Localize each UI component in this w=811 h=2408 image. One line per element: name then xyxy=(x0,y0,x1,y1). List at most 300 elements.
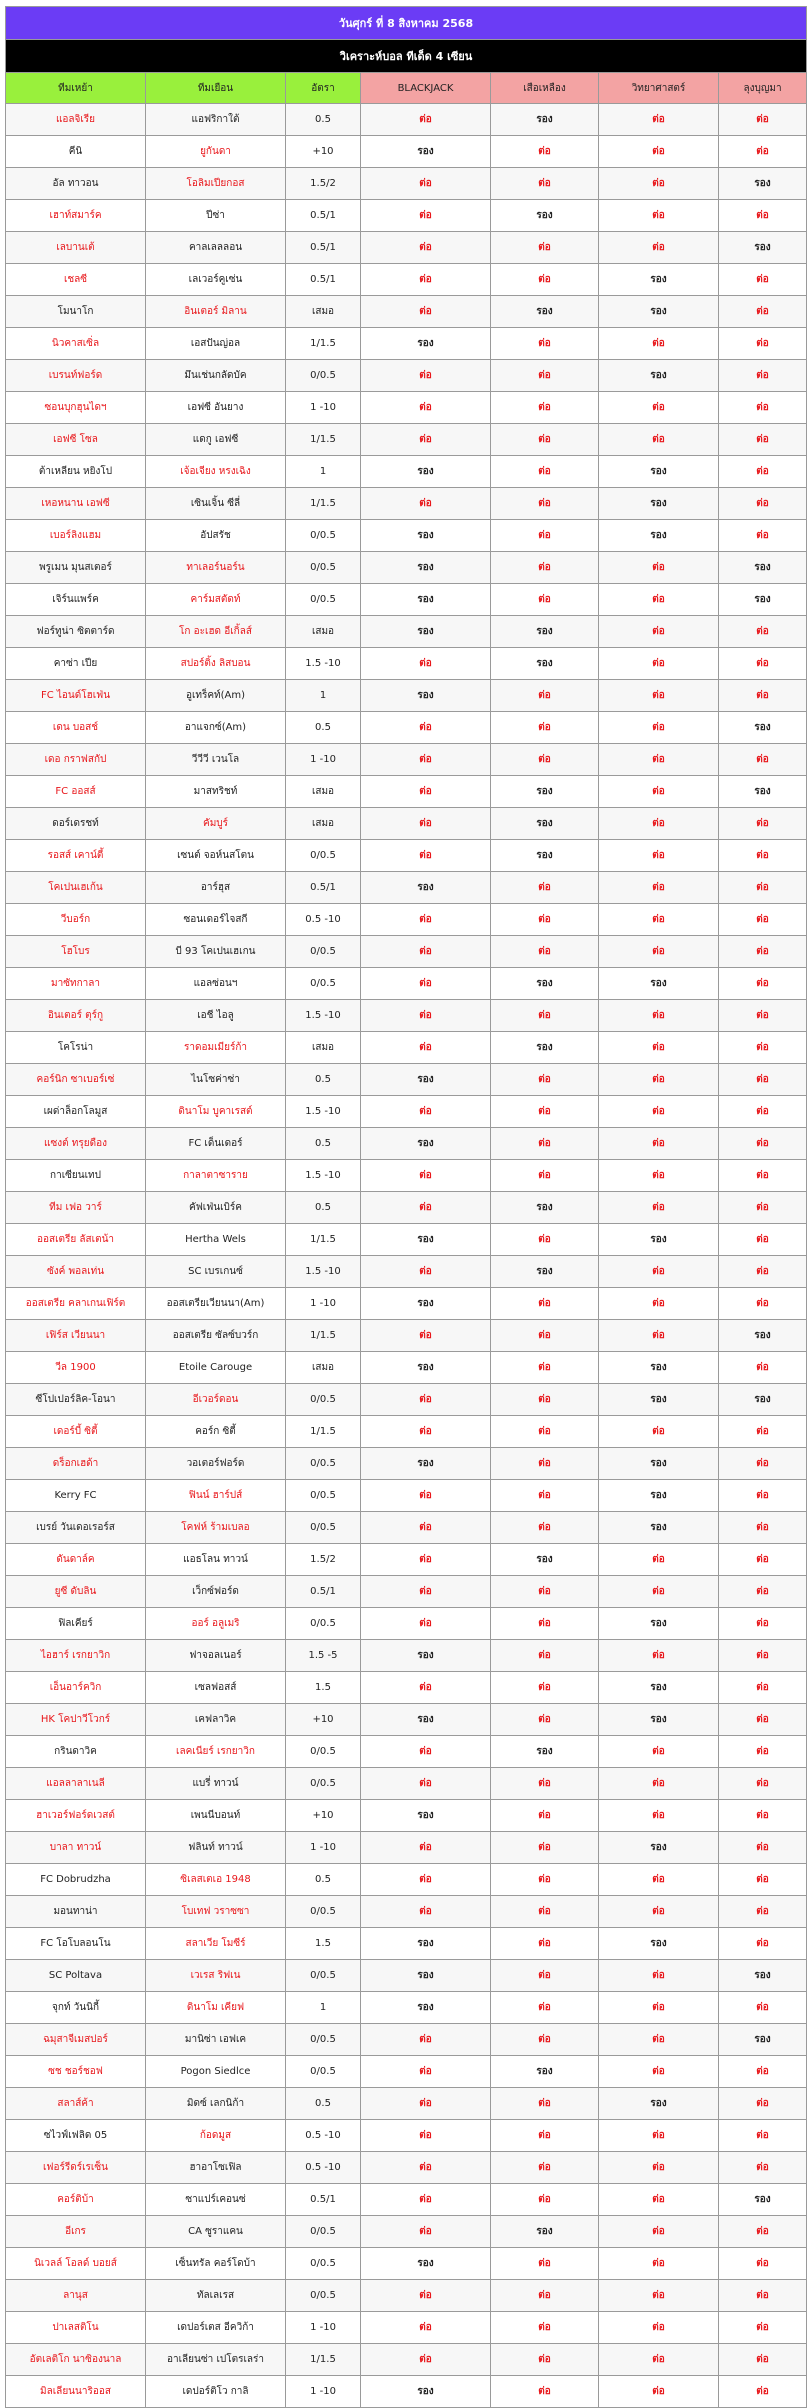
table-row xyxy=(6,1640,807,1672)
odds: 0/0.5 xyxy=(286,584,361,616)
pick-lung-boonma: ต่อ xyxy=(719,1672,807,1704)
odds: 1/1.5 xyxy=(286,328,361,360)
pick-blackjack: ต่อ xyxy=(361,2024,491,2056)
home-team: บาลา ทาวน์ xyxy=(6,1832,146,1864)
pick-witthayasat: ต่อ xyxy=(599,2280,719,2312)
away-team: แบรี่ ทาวน์ xyxy=(146,1768,286,1800)
home-team: แอลลาลาเนลี xyxy=(6,1768,146,1800)
pick-suea-lueang: ต่อ xyxy=(491,232,599,264)
odds: 0/0.5 xyxy=(286,2024,361,2056)
odds: 0/0.5 xyxy=(286,520,361,552)
odds: 0/0.5 xyxy=(286,2056,361,2088)
odds: 0.5/1 xyxy=(286,1576,361,1608)
pick-lung-boonma: รอง xyxy=(719,1320,807,1352)
table-row xyxy=(6,328,807,360)
home-team: นิวคาสเซิ่ล xyxy=(6,328,146,360)
table-row xyxy=(6,232,807,264)
pick-suea-lueang: ต่อ xyxy=(491,1704,599,1736)
odds: +10 xyxy=(286,136,361,168)
away-team: CA ซูราแคน xyxy=(146,2216,286,2248)
pick-blackjack: ต่อ xyxy=(361,1864,491,1896)
pick-lung-boonma: ต่อ xyxy=(719,936,807,968)
pick-witthayasat: ต่อ xyxy=(599,1544,719,1576)
home-team: เฟอร์รีดร์เรเซ็น xyxy=(6,2152,146,2184)
odds: 1.5 -5 xyxy=(286,1640,361,1672)
pick-lung-boonma: ต่อ xyxy=(719,2152,807,2184)
table-row xyxy=(6,1960,807,1992)
pick-witthayasat: ต่อ xyxy=(599,2248,719,2280)
pick-witthayasat: ต่อ xyxy=(599,2120,719,2152)
home-team: ฉมุสาจีเมสปอร์ xyxy=(6,2024,146,2056)
home-team: ลานุส xyxy=(6,2280,146,2312)
pick-witthayasat: ต่อ xyxy=(599,1064,719,1096)
home-team: เหอหนาน เอฟซี xyxy=(6,488,146,520)
pick-witthayasat: ต่อ xyxy=(599,552,719,584)
pick-blackjack: ต่อ xyxy=(361,936,491,968)
pick-lung-boonma: ต่อ xyxy=(719,1160,807,1192)
away-team: ฟาจอลเนอร์ xyxy=(146,1640,286,1672)
pick-suea-lueang: ต่อ xyxy=(491,168,599,200)
pick-witthayasat: ต่อ xyxy=(599,616,719,648)
home-team: ปาเลสติโน xyxy=(6,2312,146,2344)
pick-lung-boonma: ต่อ xyxy=(719,200,807,232)
pick-lung-boonma: รอง xyxy=(719,1384,807,1416)
pick-blackjack: ต่อ xyxy=(361,2312,491,2344)
home-team: มาซัทกาลา xyxy=(6,968,146,1000)
home-team: วีบอร์ก xyxy=(6,904,146,936)
odds: 0/0.5 xyxy=(286,936,361,968)
pick-suea-lueang: รอง xyxy=(491,1736,599,1768)
pick-lung-boonma: รอง xyxy=(719,776,807,808)
pick-suea-lueang: รอง xyxy=(491,648,599,680)
away-team: Hertha Wels xyxy=(146,1224,286,1256)
pick-lung-boonma: ต่อ xyxy=(719,1448,807,1480)
table-row xyxy=(6,1896,807,1928)
away-team: สลาเวีย โมซีร์ xyxy=(146,1928,286,1960)
pick-suea-lueang: ต่อ xyxy=(491,1992,599,2024)
pick-lung-boonma: ต่อ xyxy=(719,1000,807,1032)
pick-suea-lueang: ต่อ xyxy=(491,1512,599,1544)
pick-suea-lueang: ต่อ xyxy=(491,552,599,584)
table-row xyxy=(6,1576,807,1608)
home-team: ซอนบุกฮุนไดฯ xyxy=(6,392,146,424)
pick-suea-lueang: ต่อ xyxy=(491,936,599,968)
table-row xyxy=(6,744,807,776)
odds: 1/1.5 xyxy=(286,2344,361,2376)
home-team: FC ออสส์ xyxy=(6,776,146,808)
table-row xyxy=(6,936,807,968)
home-team: ดอร์เดรชท์ xyxy=(6,808,146,840)
home-team: ออสเตรีย คลาเกนเฟิร์ต xyxy=(6,1288,146,1320)
table-row xyxy=(6,2056,807,2088)
pick-lung-boonma: ต่อ xyxy=(719,104,807,136)
odds: 0/0.5 xyxy=(286,1512,361,1544)
home-team: เบอร์ลิงแฮม xyxy=(6,520,146,552)
pick-blackjack: รอง xyxy=(361,2248,491,2280)
table-row xyxy=(6,488,807,520)
pick-witthayasat: รอง xyxy=(599,1352,719,1384)
pick-witthayasat: ต่อ xyxy=(599,936,719,968)
pick-witthayasat: รอง xyxy=(599,1832,719,1864)
home-team: ซีโปเปอร์ลิค-โอนา xyxy=(6,1384,146,1416)
table-row xyxy=(6,2312,807,2344)
away-team: ไนโซค่าซ่า xyxy=(146,1064,286,1096)
pick-suea-lueang: ต่อ xyxy=(491,1064,599,1096)
pick-lung-boonma: รอง xyxy=(719,232,807,264)
pick-witthayasat: ต่อ xyxy=(599,1864,719,1896)
pick-blackjack: รอง xyxy=(361,616,491,648)
pick-lung-boonma: ต่อ xyxy=(719,2280,807,2312)
pick-lung-boonma: ต่อ xyxy=(719,1416,807,1448)
pick-witthayasat: ต่อ xyxy=(599,1288,719,1320)
odds: 1.5 xyxy=(286,1672,361,1704)
odds: 1 xyxy=(286,1992,361,2024)
table-row xyxy=(6,1128,807,1160)
pick-blackjack: รอง xyxy=(361,1960,491,1992)
pick-witthayasat: รอง xyxy=(599,520,719,552)
pick-blackjack: รอง xyxy=(361,552,491,584)
home-team: แซงต์ ทรุยดือง xyxy=(6,1128,146,1160)
home-team: คาซ่า เปีย xyxy=(6,648,146,680)
tips-table-wrapper xyxy=(5,6,806,2408)
away-team: เลคเนียร์ เรกยาวิก xyxy=(146,1736,286,1768)
pick-witthayasat: ต่อ xyxy=(599,2056,719,2088)
table-row xyxy=(6,712,807,744)
odds: 0/0.5 xyxy=(286,2216,361,2248)
pick-witthayasat: ต่อ xyxy=(599,1160,719,1192)
pick-suea-lueang: รอง xyxy=(491,296,599,328)
away-team: เซินเจิ้น ซีลี่ xyxy=(146,488,286,520)
pick-witthayasat: ต่อ xyxy=(599,1768,719,1800)
away-team: อีเวอร์ดอน xyxy=(146,1384,286,1416)
table-row xyxy=(6,104,807,136)
pick-suea-lueang: ต่อ xyxy=(491,2024,599,2056)
pick-suea-lueang: รอง xyxy=(491,840,599,872)
away-team: ออร์ อลูเมริ xyxy=(146,1608,286,1640)
home-team: เอ็นอาร์ควิก xyxy=(6,1672,146,1704)
pick-lung-boonma: รอง xyxy=(719,584,807,616)
pick-blackjack: รอง xyxy=(361,1704,491,1736)
odds: 0/0.5 xyxy=(286,1608,361,1640)
pick-blackjack: ต่อ xyxy=(361,360,491,392)
pick-blackjack: ต่อ xyxy=(361,1672,491,1704)
odds: 0.5 xyxy=(286,712,361,744)
away-team: โอลิมเปียกอส xyxy=(146,168,286,200)
pick-suea-lueang: ต่อ xyxy=(491,1384,599,1416)
pick-blackjack: ต่อ xyxy=(361,1000,491,1032)
away-team: เซ็นทรัล คอร์โดบ้า xyxy=(146,2248,286,2280)
pick-witthayasat: ต่อ xyxy=(599,1896,719,1928)
home-team: ฮาเวอร์ฟอร์ดเวสต์ xyxy=(6,1800,146,1832)
pick-blackjack: ต่อ xyxy=(361,1576,491,1608)
odds: เสมอ xyxy=(286,616,361,648)
home-team: FC โอโบลอนโน xyxy=(6,1928,146,1960)
pick-suea-lueang: รอง xyxy=(491,200,599,232)
away-team: ซิเลสเตเอ 1948 xyxy=(146,1864,286,1896)
pick-lung-boonma: ต่อ xyxy=(719,1064,807,1096)
pick-blackjack: ต่อ xyxy=(361,840,491,872)
pick-lung-boonma: ต่อ xyxy=(719,1704,807,1736)
pick-lung-boonma: ต่อ xyxy=(719,136,807,168)
pick-blackjack: ต่อ xyxy=(361,264,491,296)
odds: 1.5 -10 xyxy=(286,1256,361,1288)
table-row xyxy=(6,968,807,1000)
pick-suea-lueang: ต่อ xyxy=(491,1896,599,1928)
pick-blackjack: ต่อ xyxy=(361,744,491,776)
pick-lung-boonma: ต่อ xyxy=(719,264,807,296)
away-team: อินเตอร์ มิลาน xyxy=(146,296,286,328)
pick-blackjack: รอง xyxy=(361,520,491,552)
home-team: เฮาท์สมาร์ค xyxy=(6,200,146,232)
home-team: โคเปนเฮเก้น xyxy=(6,872,146,904)
pick-blackjack: ต่อ xyxy=(361,1736,491,1768)
table-row xyxy=(6,2152,807,2184)
odds: 0/0.5 xyxy=(286,552,361,584)
table-row xyxy=(6,1032,807,1064)
pick-blackjack: ต่อ xyxy=(361,1768,491,1800)
pick-lung-boonma: ต่อ xyxy=(719,1224,807,1256)
pick-blackjack: ต่อ xyxy=(361,1096,491,1128)
odds: 1 -10 xyxy=(286,2312,361,2344)
pick-witthayasat: ต่อ xyxy=(599,776,719,808)
pick-witthayasat: รอง xyxy=(599,1928,719,1960)
table-row xyxy=(6,2344,807,2376)
odds: 0.5/1 xyxy=(286,232,361,264)
away-team: แอลซ่อนฯ xyxy=(146,968,286,1000)
pick-suea-lueang: ต่อ xyxy=(491,328,599,360)
home-team: เอฟซี โซล xyxy=(6,424,146,456)
pick-lung-boonma: ต่อ xyxy=(719,1128,807,1160)
pick-witthayasat: ต่อ xyxy=(599,840,719,872)
table-row xyxy=(6,1544,807,1576)
away-team: เดปอร์ติโว กาลิ xyxy=(146,2376,286,2408)
pick-witthayasat: รอง xyxy=(599,1224,719,1256)
pick-witthayasat: ต่อ xyxy=(599,1800,719,1832)
pick-witthayasat: รอง xyxy=(599,1704,719,1736)
away-team: เว็กซ์ฟอร์ด xyxy=(146,1576,286,1608)
away-team: ฮาอาโซเฟิล xyxy=(146,2152,286,2184)
table-row xyxy=(6,1096,807,1128)
table-row xyxy=(6,136,807,168)
pick-suea-lueang: ต่อ xyxy=(491,392,599,424)
home-team: ดันดาล์ค xyxy=(6,1544,146,1576)
pick-suea-lueang: ต่อ xyxy=(491,264,599,296)
odds: +10 xyxy=(286,1800,361,1832)
pick-witthayasat: ต่อ xyxy=(599,744,719,776)
away-team: เอชี ไอลู xyxy=(146,1000,286,1032)
away-team: กาลาตาซาราย xyxy=(146,1160,286,1192)
odds: 0/0.5 xyxy=(286,1736,361,1768)
pick-blackjack: ต่อ xyxy=(361,2344,491,2376)
away-team: เจ้อเจียง หรงเฉิง xyxy=(146,456,286,488)
pick-blackjack: รอง xyxy=(361,1640,491,1672)
table-row xyxy=(6,1800,807,1832)
home-team: เจิร์นแพร์ค xyxy=(6,584,146,616)
table-row xyxy=(6,872,807,904)
odds: 0/0.5 xyxy=(286,360,361,392)
odds: 1 -10 xyxy=(286,1288,361,1320)
pick-lung-boonma: ต่อ xyxy=(719,968,807,1000)
away-team: ซอนเดอร์ไจสกี xyxy=(146,904,286,936)
pick-witthayasat: ต่อ xyxy=(599,1576,719,1608)
pick-lung-boonma: ต่อ xyxy=(719,1512,807,1544)
date-banner: วันศุกร์ ที่ 8 สิงหาคม 2568 xyxy=(6,7,807,40)
pick-blackjack: รอง xyxy=(361,1992,491,2024)
odds: 1.5 -10 xyxy=(286,1160,361,1192)
home-team: Kerry FC xyxy=(6,1480,146,1512)
home-team: ต้าเหลียน หยิงโป xyxy=(6,456,146,488)
table-row xyxy=(6,1864,807,1896)
away-team: เดปอร์เตส อีควิก้า xyxy=(146,2312,286,2344)
pick-suea-lueang: ต่อ xyxy=(491,2344,599,2376)
table-row xyxy=(6,2184,807,2216)
table-row xyxy=(6,1704,807,1736)
pick-blackjack: ต่อ xyxy=(361,168,491,200)
pick-lung-boonma: ต่อ xyxy=(719,1736,807,1768)
home-team: ออสเตรีย ลัสเตน้า xyxy=(6,1224,146,1256)
pick-lung-boonma: ต่อ xyxy=(719,1896,807,1928)
pick-suea-lueang: ต่อ xyxy=(491,1960,599,1992)
pick-witthayasat: ต่อ xyxy=(599,1320,719,1352)
pick-witthayasat: ต่อ xyxy=(599,1992,719,2024)
pick-blackjack: รอง xyxy=(361,1928,491,1960)
pick-suea-lueang: ต่อ xyxy=(491,1288,599,1320)
table-row xyxy=(6,1192,807,1224)
pick-blackjack: ต่อ xyxy=(361,1512,491,1544)
away-team: เลเวอร์คูเซ่น xyxy=(146,264,286,296)
pick-lung-boonma: ต่อ xyxy=(719,648,807,680)
away-team: ปีซ่า xyxy=(146,200,286,232)
odds: 0/0.5 xyxy=(286,840,361,872)
table-row xyxy=(6,296,807,328)
pick-lung-boonma: รอง xyxy=(719,552,807,584)
away-team: Etoile Carouge xyxy=(146,1352,286,1384)
pick-blackjack: ต่อ xyxy=(361,2280,491,2312)
pick-lung-boonma: ต่อ xyxy=(719,1992,807,2024)
away-team: ดินาโม เคียฟ xyxy=(146,1992,286,2024)
match-rows xyxy=(6,104,807,2408)
home-team: กาเซียนเทป xyxy=(6,1160,146,1192)
pick-suea-lueang: ต่อ xyxy=(491,1864,599,1896)
odds: 0.5 xyxy=(286,1128,361,1160)
table-row xyxy=(6,1480,807,1512)
pick-lung-boonma: ต่อ xyxy=(719,456,807,488)
pick-suea-lueang: รอง xyxy=(491,968,599,1000)
pick-blackjack: ต่อ xyxy=(361,200,491,232)
home-team: ฟอร์ทูน่า ซิตตาร์ด xyxy=(6,616,146,648)
table-row xyxy=(6,840,807,872)
table-row xyxy=(6,1064,807,1096)
pick-lung-boonma: ต่อ xyxy=(719,1928,807,1960)
pick-lung-boonma: ต่อ xyxy=(719,904,807,936)
home-team: วีล 1900 xyxy=(6,1352,146,1384)
pick-witthayasat: รอง xyxy=(599,1448,719,1480)
pick-blackjack: ต่อ xyxy=(361,648,491,680)
away-team: เอสปันญ่อล xyxy=(146,328,286,360)
home-team: เผด่าล็อกโลมูส xyxy=(6,1096,146,1128)
pick-suea-lueang: ต่อ xyxy=(491,872,599,904)
pick-blackjack: ต่อ xyxy=(361,1896,491,1928)
away-team: ฟลินท์ ทาวน์ xyxy=(146,1832,286,1864)
away-team: ดินาโม บูคาเรสต์ xyxy=(146,1096,286,1128)
pick-lung-boonma: ต่อ xyxy=(719,2248,807,2280)
odds: 1.5 -10 xyxy=(286,648,361,680)
table-row xyxy=(6,2248,807,2280)
table-row xyxy=(6,616,807,648)
home-team: โฮโบร xyxy=(6,936,146,968)
table-row xyxy=(6,2120,807,2152)
pick-witthayasat: ต่อ xyxy=(599,2184,719,2216)
table-row xyxy=(6,904,807,936)
home-team: FC Dobrudzha xyxy=(6,1864,146,1896)
pick-witthayasat: รอง xyxy=(599,1384,719,1416)
home-team: รอสส์ เคาน์ตี้ xyxy=(6,840,146,872)
away-team: เซลฟอสส์ xyxy=(146,1672,286,1704)
away-team: ยูกันดา xyxy=(146,136,286,168)
tips-table xyxy=(5,6,807,2408)
table-row xyxy=(6,1256,807,1288)
home-team: จุกท์ วันนิกี้ xyxy=(6,1992,146,2024)
header-home: ทีมเหย้า xyxy=(6,73,146,104)
home-team: ยูซี ดับลิน xyxy=(6,1576,146,1608)
pick-lung-boonma: ต่อ xyxy=(719,680,807,712)
pick-witthayasat: ต่อ xyxy=(599,1192,719,1224)
odds: 1/1.5 xyxy=(286,1320,361,1352)
odds: 1/1.5 xyxy=(286,1416,361,1448)
away-team: ราดอมเมียร์ก้า xyxy=(146,1032,286,1064)
away-team: เอฟซี อันยาง xyxy=(146,392,286,424)
pick-witthayasat: ต่อ xyxy=(599,2376,719,2408)
pick-lung-boonma: ต่อ xyxy=(719,2344,807,2376)
pick-lung-boonma: ต่อ xyxy=(719,488,807,520)
table-row xyxy=(6,520,807,552)
pick-suea-lueang: รอง xyxy=(491,1256,599,1288)
pick-blackjack: รอง xyxy=(361,1800,491,1832)
odds: 0.5 xyxy=(286,1064,361,1096)
pick-lung-boonma: ต่อ xyxy=(719,2120,807,2152)
home-team: อัตเลติโก นาซิองนาล xyxy=(6,2344,146,2376)
away-team: อาแจกซ์(Am) xyxy=(146,712,286,744)
away-team: SC เบรเกนซ์ xyxy=(146,1256,286,1288)
table-row xyxy=(6,1288,807,1320)
pick-witthayasat: ต่อ xyxy=(599,904,719,936)
away-team: ก้อดมูส xyxy=(146,2120,286,2152)
pick-blackjack: ต่อ xyxy=(361,1544,491,1576)
pick-blackjack: ต่อ xyxy=(361,424,491,456)
pick-suea-lueang: ต่อ xyxy=(491,1224,599,1256)
home-team: เชลซี xyxy=(6,264,146,296)
pick-witthayasat: ต่อ xyxy=(599,1032,719,1064)
home-team: อินเตอร์ ตุร์กู xyxy=(6,1000,146,1032)
pick-lung-boonma: ต่อ xyxy=(719,1032,807,1064)
pick-witthayasat: ต่อ xyxy=(599,200,719,232)
table-row xyxy=(6,2280,807,2312)
home-team: SC Poltava xyxy=(6,1960,146,1992)
odds: 0.5/1 xyxy=(286,872,361,904)
pick-blackjack: รอง xyxy=(361,136,491,168)
pick-witthayasat: ต่อ xyxy=(599,2344,719,2376)
table-row xyxy=(6,264,807,296)
pick-suea-lueang: รอง xyxy=(491,1032,599,1064)
pick-suea-lueang: ต่อ xyxy=(491,904,599,936)
pick-lung-boonma: ต่อ xyxy=(719,2312,807,2344)
away-team: อัปสรัช xyxy=(146,520,286,552)
pick-witthayasat: รอง xyxy=(599,1480,719,1512)
home-team: มิลเลียนนาริออส xyxy=(6,2376,146,2408)
odds: เสมอ xyxy=(286,1352,361,1384)
odds: 1 xyxy=(286,456,361,488)
pick-witthayasat: ต่อ xyxy=(599,808,719,840)
